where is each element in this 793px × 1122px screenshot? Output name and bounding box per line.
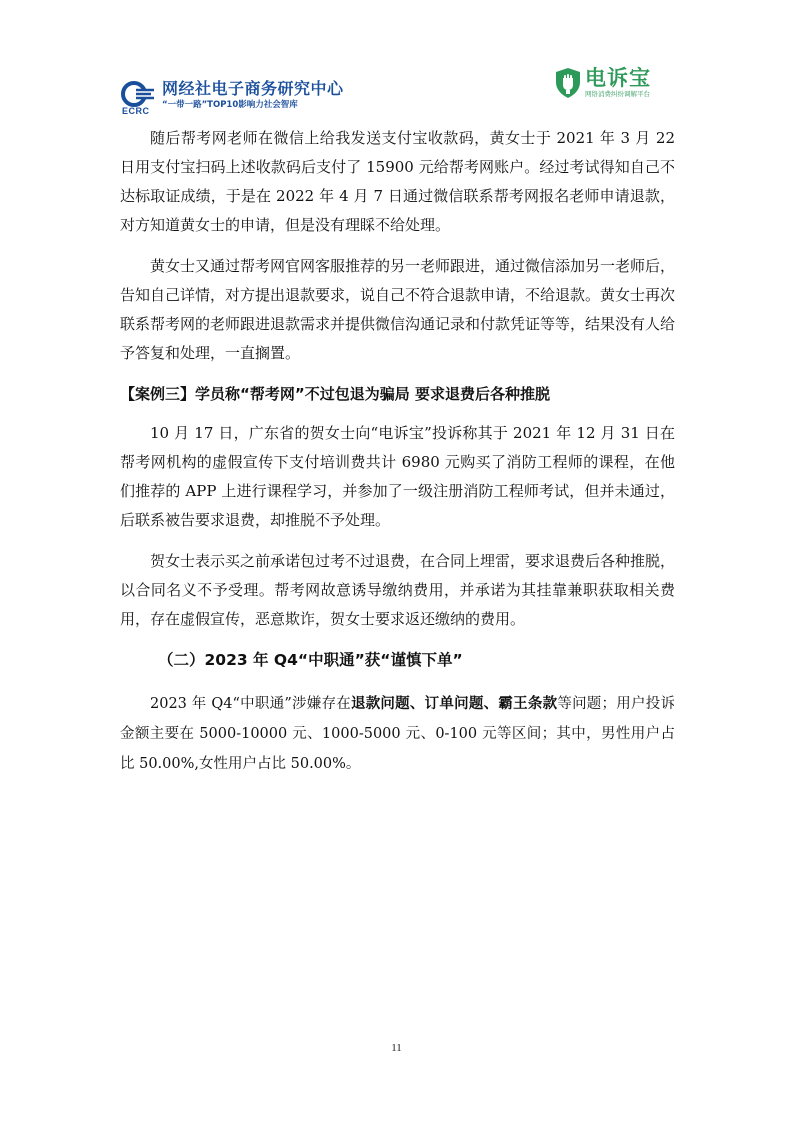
paragraph-2: 黄女士又通过帮考网官网客服推荐的另一老师跟进，通过微信添加另一老师后，告知自己详情，对方提出退款要求，说自己不符合退款申请，不给退款。黄女士再次联系帮考网的老师跟进退款需求并提供微信沟通记录和付款凭证等等，结果没有人给予答复和处理，一直搁置。 (120, 257, 676, 362)
paragraph-3: 10 月 17 日，广东省的贺女士向“电诉宝”投诉称其于 2021 年 12 月 31 日在帮考网机构的虚假宣传下支付培训费共计 6980 元购买了消防工程师的课程，在他们推荐的 APP 上进行课程学习，并参加了一级注册消防工程师考试，但并未通过，后联系被告要求退费，却推脱不予处理。 (120, 424, 675, 529)
case-3-heading: 【案例三】学员称“帮考网”不过包退为骗局 要求退费后各种推脱 (120, 385, 550, 403)
shield-fist-icon (555, 67, 581, 99)
org-subtitle: “一带一路”TOP10影响力社会智库 (162, 100, 298, 110)
brand-name: 电诉宝 (585, 66, 651, 90)
paragraph-1: 随后帮考网老师在微信上给我发送支付宝收款码，黄女士于 2021 年 3 月 22 日用支付宝扫码上述收款码后支付了 15900 元给帮考网账户。经过考试得知自己不达标取证成绩，于是在 2022 年 4 月 7 日通过微信联系帮考网报名老师申请退款，对方知道黄女士的申请，但是没有理睬不给处理。 (120, 129, 675, 234)
dianshubao-logo (555, 66, 651, 99)
page-number: 11 (391, 1042, 402, 1054)
paragraph-5 (120, 689, 675, 779)
brand-subtitle: 网络消费纠纷调解平台 (585, 90, 650, 98)
page-header (0, 0, 793, 125)
org-name: 网经社电子商务研究中心 (162, 79, 344, 98)
paragraph-5-suffix: 等问题；用户投诉金额主要在 5000-10000 元、1000-5000 元、0-100 元等区间；其中，男性用户占比 50.00%,女性用户占比 50.00%。 (120, 696, 676, 772)
paragraph-4: 贺女士表示买之前承诺包过考不过退费，在合同上埋雷，要求退费后各种推脱，以合同名义不予受理。帮考网故意诱导缴纳费用，并承诺为其挂靠兼职获取相关费用，存在虚假宣传，恶意欺诈，贺女士要求返还缴纳的费用。 (120, 552, 676, 628)
section-heading: （二）2023 年 Q4“中职通”获“谨慎下单” (158, 651, 463, 669)
ecrc-mark-text: ECRC (122, 106, 150, 116)
ecrc-logo (120, 80, 344, 114)
paragraph-5-highlight: 退款问题、订单问题、霸王条款 (350, 696, 558, 712)
document-body (120, 124, 675, 779)
paragraph-5-prefix: 2023 年 Q4“中职通”涉嫌存在 (150, 696, 351, 712)
ecrc-globe-icon (120, 80, 158, 114)
